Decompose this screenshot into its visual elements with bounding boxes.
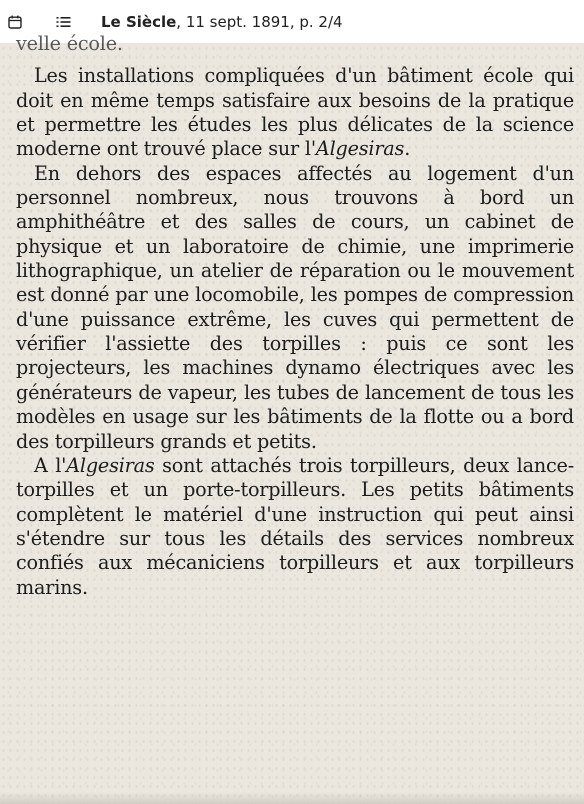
newspaper-name: Le Siècle bbox=[101, 12, 177, 31]
document-title bbox=[101, 13, 343, 31]
page-scan[interactable] bbox=[0, 32, 584, 804]
paragraph-3: A l'Algesiras sont attachés trois torpilleurs, deux lance-torpilles et un porte-torpilleurs. Les petits bâtiments complètent le matériel d'une instruction qui peut ainsi s'étendre sur tous les détails des services nombreux confiés aux mécaniciens torpilleurs et aux torpilleurs marins. bbox=[16, 453, 574, 599]
paragraph-2: En dehors des espaces affectés au logement d'un personnel nombreux, nous trouvons à bord un amphithéâtre et des salles de cours, un cabinet de physique et un laboratoire de chimie, une imprimerie lithographique, un atelier de réparation ou le mouvement est donné par une locomobile, les pompes de compression d'une puissance extrême, les cuves qui permettent de vérifier l'assiette des torpilles : puis ce sont les projecteurs, les machines dynamo électriques avec les générateurs de vapeur, les tubes de lancement de tous les modèles en usage sur les bâtiments de la flotte ou a bord des torpilleurs grands et petits. bbox=[16, 161, 574, 453]
issue-meta: , 11 sept. 1891, p. 2/4 bbox=[176, 12, 343, 31]
calendar-icon[interactable] bbox=[5, 12, 25, 32]
ship-name: Algesiras bbox=[66, 453, 155, 477]
paragraph-1: Les installations compliquées d'un bâtiment école qui doit en même temps satisfaire aux besoins de la pratique et permettre les études les plus délicates de la science moderne ont trouvé place sur l'Algesiras. bbox=[16, 64, 574, 161]
ship-name: Algesiras bbox=[315, 137, 405, 161]
article-text bbox=[16, 32, 574, 600]
page-edge bbox=[0, 792, 584, 804]
cut-line: velle école. bbox=[16, 32, 123, 55]
list-icon[interactable] bbox=[53, 12, 73, 32]
